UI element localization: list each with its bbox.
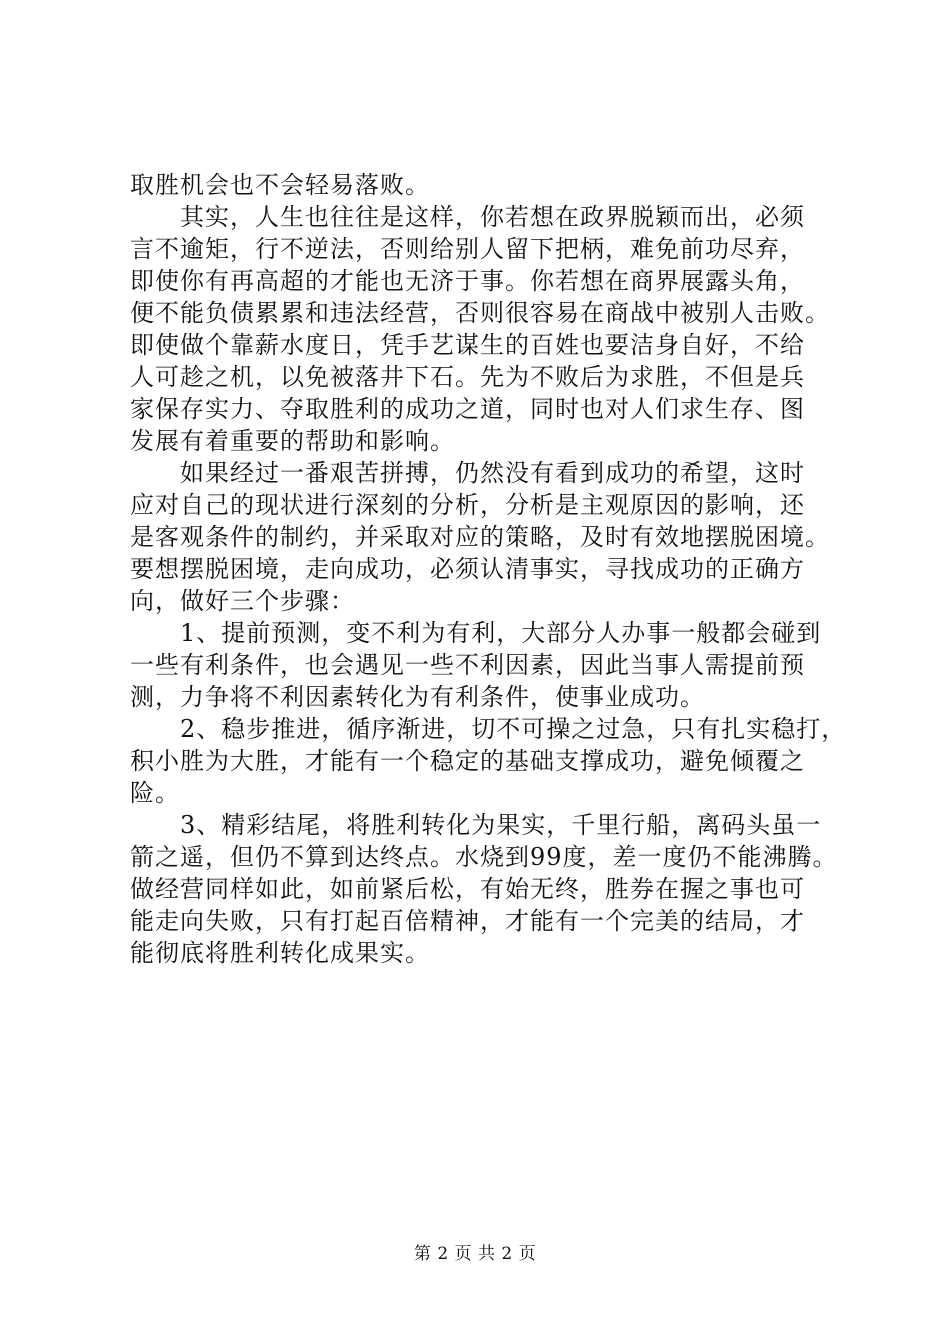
text-line: 险。 (130, 779, 180, 807)
text-line: 发展有着重要的帮助和影响。 (130, 427, 455, 455)
text-line: 积小胜为大胜，才能有一个稳定的基础支撑成功，避免倾覆之 (130, 747, 805, 775)
text-line: 做经营同样如此，如前紧后松，有始无终，胜券在握之事也可 (130, 875, 805, 903)
text-line: 即使做个靠薪水度日，凭手艺谋生的百姓也要洁身自好，不给 (130, 331, 805, 359)
text-line: 箭之遥，但仍不算到达终点。水烧到99度，差一度仍不能沸腾。 (130, 843, 838, 871)
text-line: 测，力争将不利因素转化为有利条件，使事业成功。 (130, 683, 705, 711)
text-line: 取胜机会也不会轻易落败。 (130, 171, 430, 199)
text-line: 其实，人生也往往是这样，你若想在政界脱颖而出，必须 (130, 203, 805, 231)
text-line: 要想摆脱困境，走向成功，必须认清事实，寻找成功的正确方 (130, 555, 805, 583)
page-footer: 第 2 页 共 2 页 (413, 1244, 537, 1264)
text-line: 向，做好三个步骤： (130, 587, 355, 615)
text-line: 言不逾矩，行不逆法，否则给别人留下把柄，难免前功尽弃， (130, 235, 805, 263)
text-line: 1、提前预测，变不利为有利，大部分人办事一般都会碰到 (130, 619, 822, 647)
text-line: 一些有利条件，也会遇见一些不利因素，因此当事人需提前预 (130, 651, 805, 679)
text-line: 能走向失败，只有打起百倍精神，才能有一个完美的结局，才 (130, 907, 805, 935)
text-line: 3、精彩结尾，将胜利转化为果实，千里行船，离码头虽一 (130, 811, 822, 839)
text-line: 2、稳步推进，循序渐进，切不可操之过急，只有扎实稳打， (130, 715, 847, 743)
text-line: 家保存实力、夺取胜利的成功之道，同时也对人们求生存、图 (130, 395, 805, 423)
text-line: 人可趁之机，以免被落井下石。先为不败后为求胜，不但是兵 (130, 363, 805, 391)
text-line: 便不能负债累累和违法经营，否则很容易在商战中被别人击败。 (130, 299, 830, 327)
text-line: 应对自己的现状进行深刻的分析，分析是主观原因的影响，还 (130, 491, 805, 519)
text-line: 能彻底将胜利转化成果实。 (130, 939, 430, 967)
text-line: 即使你有再高超的才能也无济于事。你若想在商界展露头角， (130, 267, 805, 295)
text-line: 如果经过一番艰苦拼搏，仍然没有看到成功的希望，这时 (130, 459, 805, 487)
text-line: 是客观条件的制约，并采取对应的策略，及时有效地摆脱困境。 (130, 523, 830, 551)
